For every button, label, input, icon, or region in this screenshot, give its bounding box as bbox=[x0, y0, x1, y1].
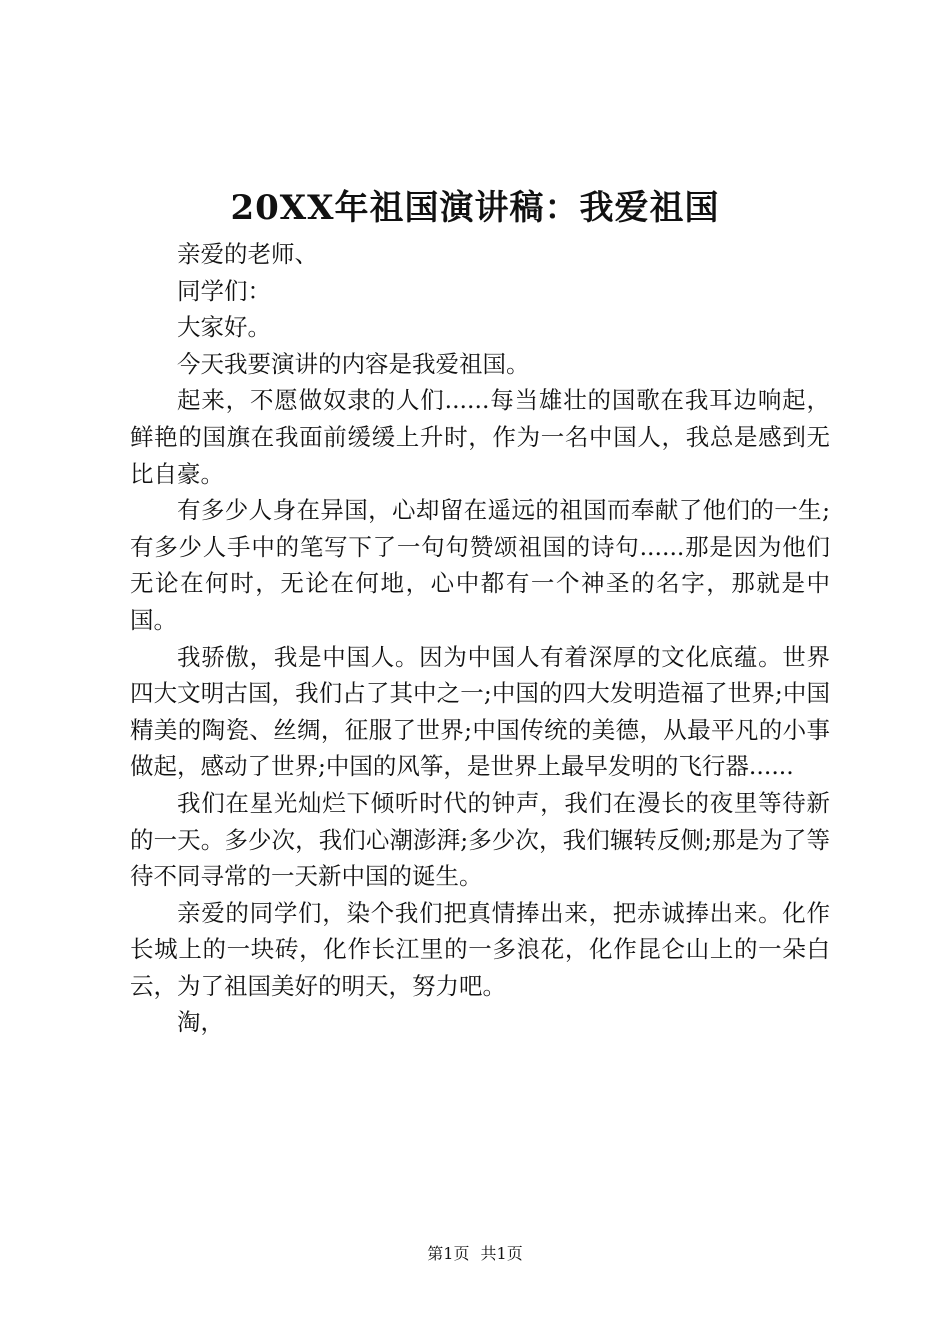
paragraph-hello: 大家好。 bbox=[177, 313, 271, 342]
paragraph-waiting: 我们在星光灿烂下倾听时代的钟声，我们在漫长的夜里等待新的一天。多少次，我们心潮澎湃;多少次，我们辗转反侧;那是为了等待不同寻常的一天新中国的诞生。 bbox=[130, 788, 830, 891]
paragraph-closing: 淘， bbox=[177, 1008, 224, 1037]
paragraph-topic: 今天我要演讲的内容是我爱祖国。 bbox=[177, 349, 530, 378]
page-total: 共1页 bbox=[480, 1244, 523, 1263]
document-body bbox=[130, 236, 830, 1041]
page-number: 第1页 bbox=[427, 1244, 470, 1263]
page-footer bbox=[0, 1242, 950, 1266]
paragraph-overseas: 有多少人身在异国，心却留在遥远的祖国而奉献了他们的一生;有多少人手中的笔写下了一句句赞颂祖国的诗句......那是因为他们无论在何时，无论在何地，心中都有一个神圣的名字，那就是中国。 bbox=[130, 496, 830, 634]
paragraph-call-to-action: 亲爱的同学们，染个我们把真情捧出来，把赤诚捧出来。化作长城上的一块砖，化作长江里的一多浪花，化作昆仑山上的一朵白云，为了祖国美好的明天，努力吧。 bbox=[130, 898, 830, 1000]
paragraph-greeting-teachers: 亲爱的老师、 bbox=[177, 240, 318, 268]
paragraph-pride: 我骄傲，我是中国人。因为中国人有着深厚的文化底蕴。世界四大文明古国，我们占了其中之一;中国的四大发明造福了世界;中国精美的陶瓷、丝绸，征服了世界;中国传统的美德，从最平凡的小事做起，感动了世界;中国的风筝，是世界上最早发明的飞行器...... bbox=[130, 642, 830, 781]
document-title: 20XX年祖国演讲稿：我爱祖国 bbox=[230, 188, 720, 228]
paragraph-anthem: 起来，不愿做奴隶的人们......每当雄壮的国歌在我耳边响起，鲜艳的国旗在我面前缓缓上升时，作为一名中国人，我总是感到无比自豪。 bbox=[130, 386, 830, 488]
paragraph-greeting-students: 同学们： bbox=[177, 276, 271, 305]
